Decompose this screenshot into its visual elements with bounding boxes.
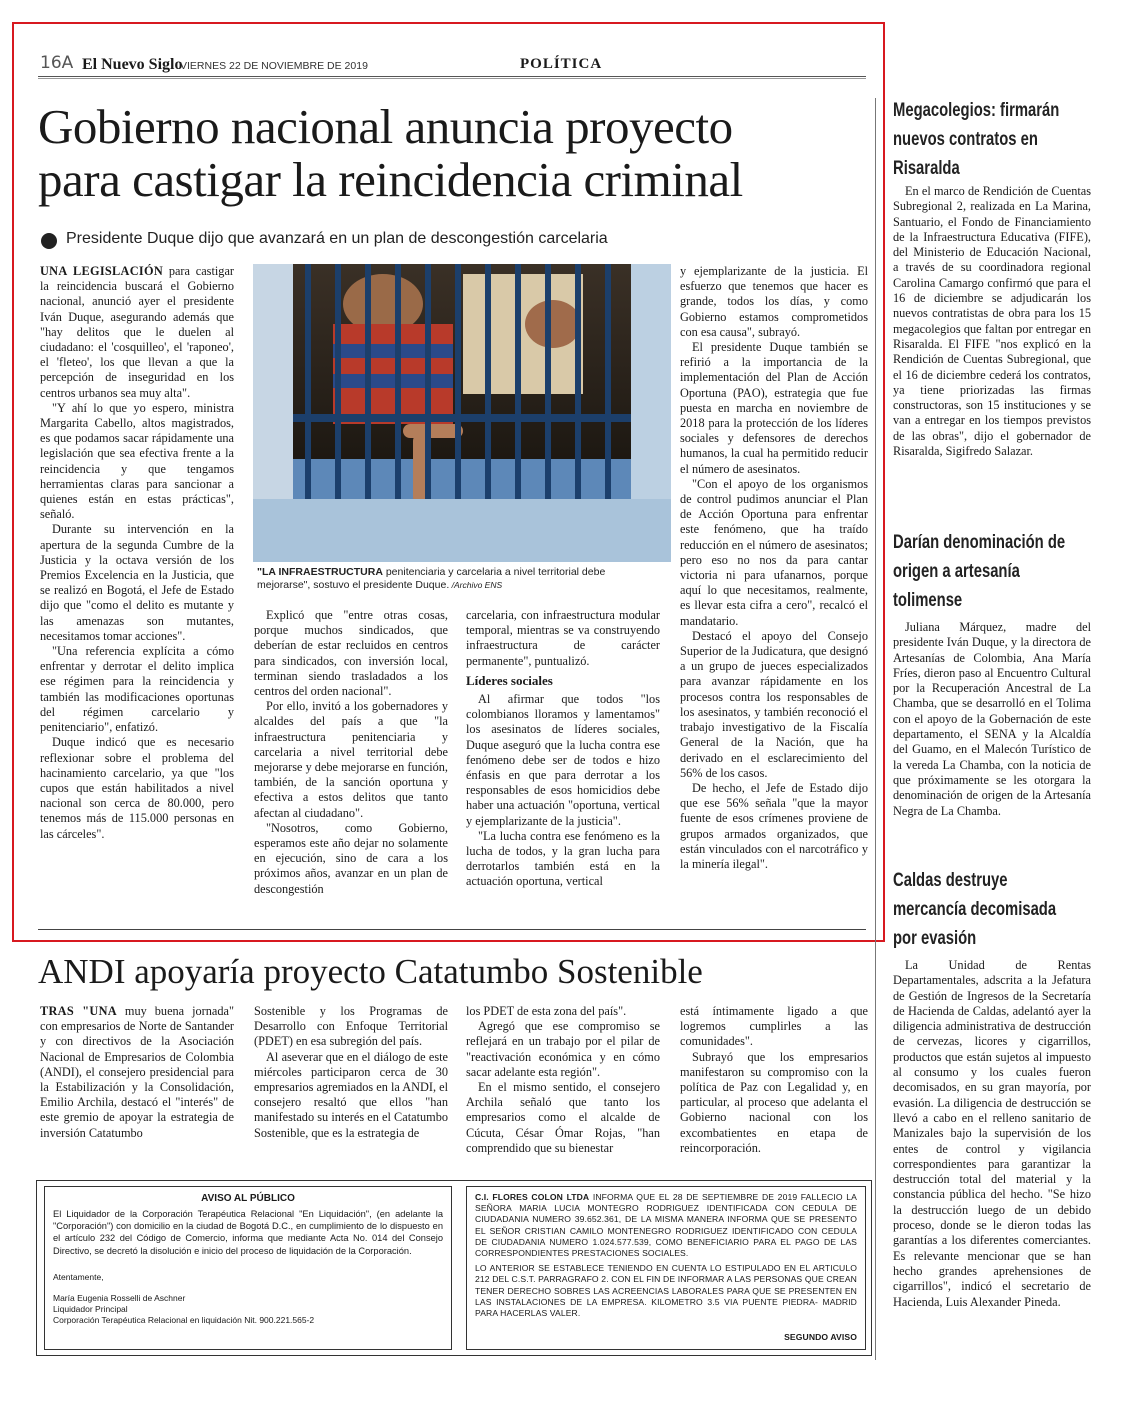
paragraph: TRAS "UNA muy buena jornada" con empresarios de Norte de Santander y con directivos de la Asociación Nacional de Empresarios de Colombia (ANDI), el consejero presidencial para la Estabilización y la Consolidación, Emilio Archila, destacó el "interés" de este gremio de apoyar la estrategia de inversión Catatumbo bbox=[40, 1004, 234, 1140]
company-name: C.I. FLORES COLON LTDA bbox=[475, 1192, 590, 1202]
second-article-column-4 bbox=[680, 1004, 868, 1156]
aviso-publico-box bbox=[44, 1186, 452, 1350]
paragraph: Explicó que "entre otras cosas, porque muchos sindicados, que deberían de estar recluidos en centros para sindicados, con inversión local, terminan siendo trasladados a los centros del orden nacional". bbox=[254, 608, 448, 699]
sidebar-story-artesania bbox=[893, 528, 1125, 615]
paragraph: y ejemplarizante de la justicia. El esfuerzo que tenemos que hacer es grande, todos los días, y como Gobierno estamos comprometidos con esa causa", subrayó. bbox=[680, 264, 868, 339]
paragraph: "La lucha contra ese fenómeno es la lucha de todos, y la gran lucha para derrotarlos también está en la actuación oportuna, vertical bbox=[466, 828, 660, 889]
photo-caption: "LA INFRAESTRUCTURA penitenciaria y carcelaria a nivel territorial debe mejorarse", sostuvo el presidente Duque. /Archivo ENS bbox=[257, 566, 606, 591]
aviso-closing: Atentamente, bbox=[53, 1271, 104, 1282]
sidebar-headline: Megacolegios: firmarán nuevos contratos en Risaralda bbox=[893, 100, 1060, 179]
flores-notice-2: LO ANTERIOR SE ESTABLECE TENIENDO EN CUENTA LO ESTIPULADO EN EL ARTICULO 212 DEL C.S.T. PARRAGRAFO 2. CON EL FIN DE INFORMAR A LAS PERSONAS QUE CREAN TENER DERECHO SOBRES LAS ACREENCIAS LABORALES PARA QUE SE PRESENTEN EN LAS INSTALACIONES DE LA EMPRESA. KILOMETRO 3.5 VIA PUENTE PIEDRA- MADRID PARA HACERLAS VALER. bbox=[475, 1263, 857, 1319]
sidebar-headline: Darían denominación de origen a artesanía tolimense bbox=[893, 532, 1066, 611]
date-line: VIERNES 22 DE NOVIEMBRE DE 2019 bbox=[180, 60, 368, 72]
photo-illustration bbox=[253, 264, 671, 562]
article-column-2 bbox=[254, 608, 448, 897]
paragraph: Agregó que ese compromiso se reflejará en un trabajo por el pilar de "reactivación económica y en cómo sacar adelante esta región". bbox=[466, 1019, 660, 1079]
page-number: 16A bbox=[40, 53, 74, 73]
flores-notice-1: C.I. FLORES COLON LTDA INFORMA QUE EL 28 DE SEPTIEMBRE DE 2019 FALLECIO LA SEÑORA MARIA LUCIA MONTEGRO RODRIGUEZ IDENTIFICADA CON CEDULA DE CIUDADANIA NUMERO 39.652.361, DE LA MISMA MANERA INFORMA QUE SE PRESENTO EL SEÑOR CRISTIAN CAMILO MONTENEGRO RODRIGUEZ IDENTIFICADO CON CEDULA DE CIUDADANIA NUMERO 1.024.577.539, COMO BENEFICIARIO PARA EL PAGO DE LAS CORRESPONDIENTES PRESTACIONES SOCIALES. bbox=[475, 1192, 858, 1259]
sidebar-body bbox=[893, 184, 1091, 459]
flores-footer: SEGUNDO AVISO bbox=[784, 1331, 857, 1342]
paragraph: En el mismo sentido, el consejero Archila señaló que tanto los empresarios como el alcalde de Cúcuta, César Ómar Rojas, "han comprendido que su bienestar bbox=[466, 1080, 660, 1155]
flores-colon-box bbox=[466, 1186, 866, 1350]
second-headline: ANDI apoyaría proyecto Catatumbo Sostenible bbox=[38, 952, 703, 991]
section-subtitle: Líderes sociales bbox=[466, 672, 553, 688]
paragraph: "Y ahí lo que yo espero, ministra Margarita Cabello, altos magistrados, es que podamos sacar rápidamente una legislación que sea efectiva frente a la reincidencia y que tengamos herramientas claras para sancionar a quienes están en estas prácticas", señaló. bbox=[40, 400, 234, 522]
masthead: El Nuevo Siglo bbox=[82, 56, 183, 73]
paragraph: carcelaria, con infraestructura modular temporal, mientras se va construyendo infraestructura de carácter permanente", puntualizó. bbox=[466, 608, 660, 668]
header-rule-secondary bbox=[38, 78, 866, 79]
paragraph: Al aseverar que en el diálogo de este miércoles participaron cerca de 30 empresarios agremiados en la ANDI, el consejero resaltó que ellos "han manifestado su interés en el Catatumbo Sostenible, que es la estrategia de bbox=[254, 1049, 448, 1140]
sidebar-story-megacolegios bbox=[893, 96, 1125, 183]
paragraph: De hecho, el Jefe de Estado dijo que ese 56% señala "que la mayor fuente de esos crímenes proviene de grupos armados organizados, que están vinculados con el narcotráfico y la minería ilegal". bbox=[680, 780, 868, 871]
paragraph: Por ello, invitó a los gobernadores y alcaldes del país a que "la infraestructura penitenciaria y carcelaria a nivel territorial debe mejorarse y debe mejorarse en función, también, de la sanción oportuna y efectiva a estos delitos que tanto afectan al ciudadano". bbox=[254, 699, 448, 820]
paragraph: Durante su intervención en la apertura de la segunda Cumbre de la Justicia y la octava versión de los Premios Excelencia en la Justicia, que se realizó en Bogotá, el Jefe de Estado dijo que "como el delito es mutante y las amenazas son mutantes, necesitamos tomar acciones". bbox=[40, 522, 234, 643]
paragraph: El presidente Duque también se refirió a la importancia de la implementación del Plan de Acción Oportuna (PAO), estrategia que fue puesta en marcha en noviembre de 2018 para la protección de los líderes sociales y defensores de derechos humanos, la cual ha permitido reducir el número de asesinatos. bbox=[680, 340, 868, 476]
aviso-org: Corporación Terapéutica Relacional en liquidación Nit. 900.221.565-2 bbox=[53, 1315, 315, 1326]
section-label: POLÍTICA bbox=[520, 56, 603, 72]
article-column-1 bbox=[40, 264, 234, 842]
paragraph: los PDET de esta zona del país". bbox=[466, 1004, 627, 1018]
aviso-role: Liquidador Principal bbox=[53, 1304, 128, 1315]
subheadline: Presidente Duque dijo que avanzará en un plan de descongestión carcelaria bbox=[66, 230, 608, 247]
sidebar-headline: Caldas destruye mercancía decomisada por evasión bbox=[893, 870, 1057, 949]
aviso-body: El Liquidador de la Corporación Terapéutica Relacional "En Liquidación", (en adelante la "Corporación") con domicilio en la ciudad de Bogotá D.C., en cumplimiento de lo dispuesto en el artículo 232 del Código de Comercio, informa que mediante Acta No. 014 del Consejo Directivo, se decretó la disolución e inicio del proceso de liquidación de la Corporación. bbox=[53, 1209, 443, 1256]
article-divider bbox=[38, 929, 866, 930]
paragraph: Destacó el apoyo del Consejo Superior de la Judicatura, que designó a un grupo de jueces especializados para avanzar rápidamente en los procesos contra los responsables de los asesinatos, y también reconoció el trabajo investigativo de la Fiscalía General de la Nación, que ha derivado en el esclarecimiento del 56% de los casos. bbox=[680, 628, 868, 780]
paragraph: La Unidad de Rentas Departamentales, adscrita a la Jefatura de Gestión de Ingresos de la Secretaría de Hacienda de Caldas, adelantó ayer la diligencia administrativa de destrucción de cervezas, licores y cigarrillos, productos que están sujetos al impuesto al consumo y los cuales fueron decomisados, en su gran mayoría, por evasión. La diligencia de destrucción se llevó a cabo en el relleno sanitario de Manizales bajo la supervisión de los entes de control y vigilancia correspondientes para garantizar la destrucción total del material y la constancia pública del hecho. "Se hizo la destrucción luego de un debido proceso, donde se le dieron todas las garantías a los diferentes comerciantes. Es relevante mencionar que se han hecho grandes aprehensiones de cigarrillos", indicó el secretario de Hacienda, Luis Alexander Pineda. bbox=[893, 958, 1091, 1309]
aviso-signer: María Eugenia Rosselli de Aschner bbox=[53, 1293, 186, 1304]
caption-lead: "LA INFRAESTRUCTURA bbox=[257, 566, 383, 578]
paragraph: En el marco de Rendición de Cuentas Subregional 2, realizada en La Marina, Santuario, el Fondo de Financiamiento de la Infraestructura Educativa (FIFE), del Ministerio de Educación Nacional, a través de su coordinadora regional Carolina Camargo confirmó que para el 16 de diciembre se adjudicarán los nuevos contratistas de obra para los 15 megacolegios que faltan por entregar en Risaralda. El FIFE "nos explicó en la Rendición de Cuentas Subregional, que el 16 de diciembre cederá los contratos, ya tiene priorizadas las firmas constructoras, son 15 instituciones y se van a entregar en los tiempos previstos de las obras", dijo el gobernador de Risaralda, Sigifredo Salazar. bbox=[893, 184, 1091, 459]
paragraph: Al afirmar que todos "los colombianos lloramos y lamentamos" los asesinatos de líderes sociales, Duque aseguró que la lucha contra ese fenómeno debe ser de todos e hizo énfasis en que para derrotar a los responsables de esos homicidios debe haber una actuación "oportuna, vertical y ejemplarizante de la justicia". bbox=[466, 692, 660, 828]
paragraph: "Con el apoyo de los organismos de control pudimos anunciar el Plan de Acción Oportuna para enfrentar este fenómeno, que ha traído reducción en el número de asesinatos; pero eso no nos da para cantar victoria ni para ufanarnos, porque aquí lo que necesitamos, realmente, es llevar esta cifra a cero", recalcó el mandatario. bbox=[680, 476, 868, 628]
second-article-column-2 bbox=[254, 1004, 448, 1141]
sidebar-story-caldas bbox=[893, 866, 1125, 953]
sidebar-divider bbox=[875, 98, 876, 1360]
second-article-column-3 bbox=[466, 1004, 660, 1156]
article-column-4 bbox=[680, 264, 868, 872]
paragraph: UNA LEGISLACIÓN para castigar la reincidencia buscará el Gobierno nacional, anunció ayer el presidente Iván Duque, asegurando además que "hay delitos que le duelen al ciudadano: el 'cosquilleo', el 'raponeo', el 'fleteo', los que llevan a que la percepción de inseguridad en los centros urbanos sea muy alta". bbox=[40, 264, 235, 400]
article-column-3 bbox=[466, 608, 660, 890]
lead-in: TRAS "UNA bbox=[40, 1004, 117, 1018]
prison-photo bbox=[253, 264, 671, 562]
paragraph: está íntimamente ligado a que logremos cumplirles a las comunidades". bbox=[680, 1004, 868, 1049]
lead-in: UNA LEGISLACIÓN bbox=[40, 264, 164, 278]
headline-line-1: Gobierno nacional anuncia proyecto bbox=[38, 99, 733, 154]
paragraph: Duque indicó que es necesario reflexionar sobre el problema del hacinamiento carcelario, ya que "los cupos que están habilitados a nivel nacional son cerca de 80.000, pero tenemos más de 115.000 personas en las cárceles". bbox=[40, 735, 234, 841]
sidebar-body bbox=[893, 958, 1091, 1310]
main-headline bbox=[38, 100, 878, 206]
paragraph: Juliana Márquez, madre del presidente Iván Duque, y la directora de Artesanías de Colombia, Ana María Fríes, dieron paso al Encuentro Cultural por la Recuperación Ancestral de La Chamba, que se desarrolló en el Tolima con el apoyo de la Gobernación de este departamento, el SENA y la Alcaldía del Guamo, en el Malecón Turístico de la vereda La Chamba, con la noticia de que próximamente se les otorgara la denominación de origen de la Artesanía Negra de La Chamba. bbox=[893, 620, 1091, 818]
photo-credit: /Archivo ENS bbox=[449, 580, 503, 590]
paragraph: Subrayó que los empresarios manifestaron su compromiso con la política de Paz con Legalidad y, en particular, al proceso que adelanta el Gobierno nacional con los excombatientes en etapa de reincorporación. bbox=[680, 1049, 868, 1155]
header-rule bbox=[38, 76, 866, 77]
second-article-column-1 bbox=[40, 1004, 234, 1141]
aviso-title: AVISO AL PÚBLICO bbox=[201, 1193, 295, 1204]
paragraph: "Una referencia explícita a cómo enfrentar y derrotar el delito implica ese régimen para la reincidencia y también las modificaciones oportunas del régimen carcelario y penitenciario", enfatizó. bbox=[40, 644, 234, 735]
paragraph: "Nosotros, como Gobierno, esperamos este año dejar no solamente en ejecución, sino de cara a los próximos años, avanzar en un plan de descongestión bbox=[254, 820, 448, 896]
bullet-icon bbox=[41, 233, 57, 249]
sidebar-body bbox=[893, 620, 1091, 819]
headline-line-2: para castigar la reincidencia criminal bbox=[38, 152, 743, 207]
paragraph: Sostenible y los Programas de Desarrollo con Enfoque Territorial (PDET) en esa subregión del país. bbox=[254, 1004, 448, 1049]
